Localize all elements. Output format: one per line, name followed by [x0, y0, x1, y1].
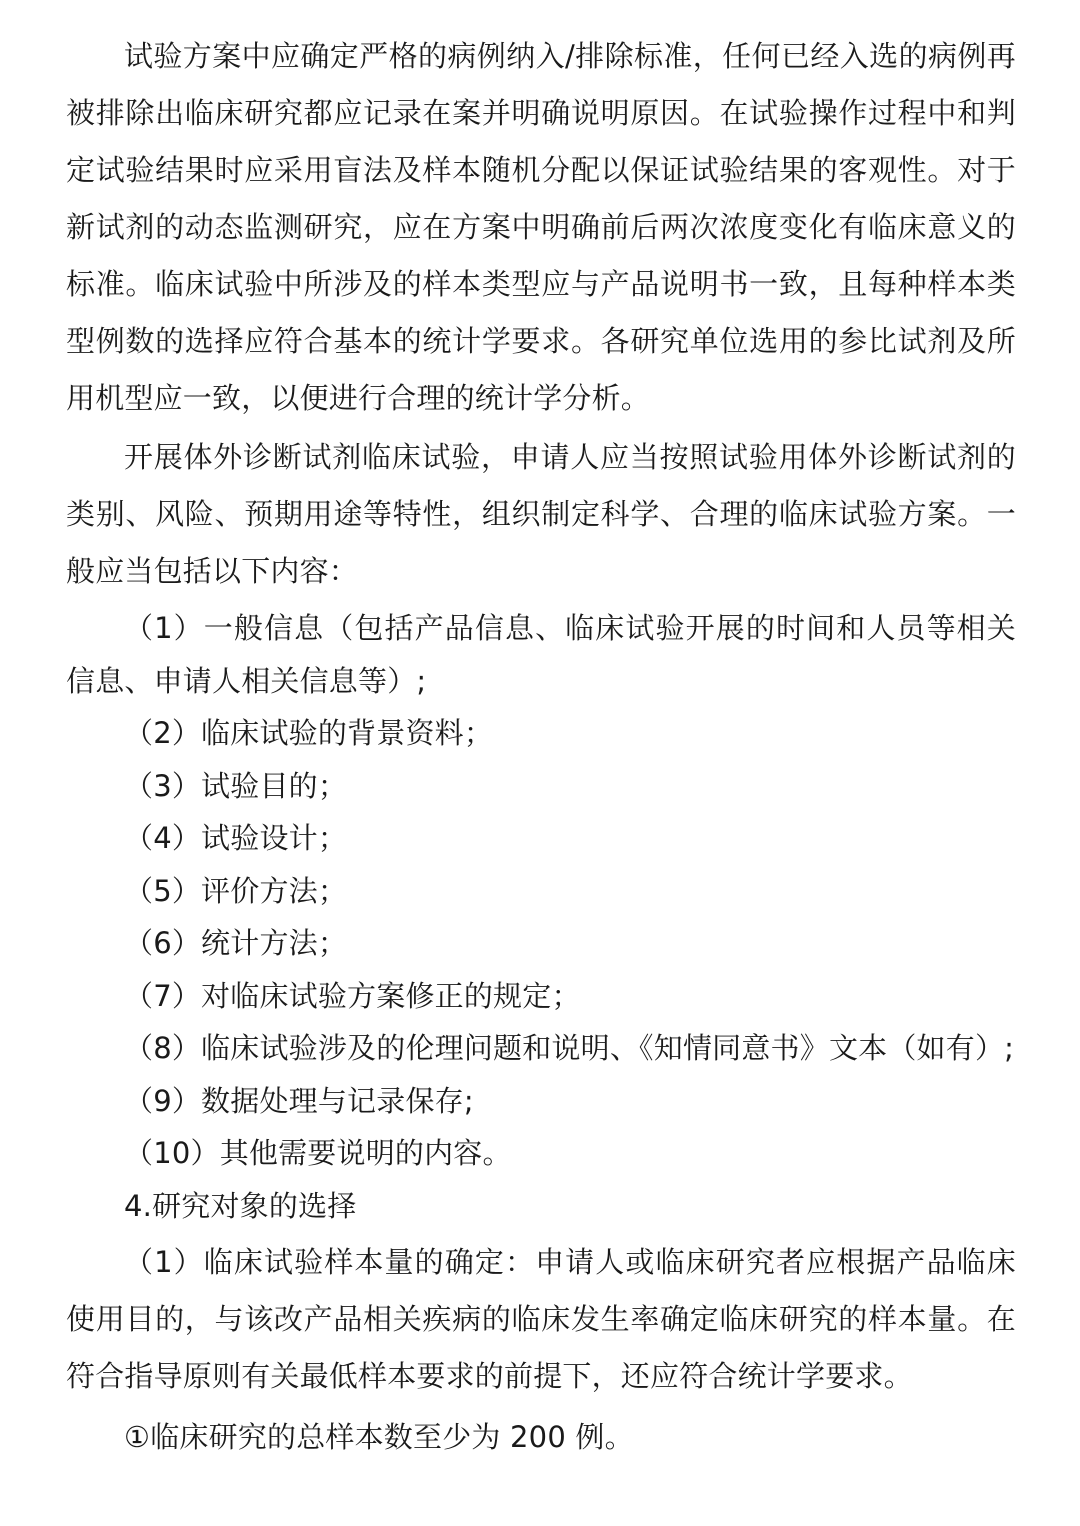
paragraph-protocol-requirements: 试验方案中应确定严格的病例纳入/排除标准，任何已经入选的病例再被排除出临床研究都应记录在案并明确说明原因。在试验操作过程中和判定试验结果时应采用盲法及样本随机分配以保证试验结果的客观性。对于新试剂的动态监测研究，应在方案中明确前后两次浓度变化有临床意义的标准。临床试验中所涉及的样本类型应与产品说明书一致，且每种样本类型例数的选择应符合基本的统计学要求。各研究单位选用的参比试剂及所用机型应一致，以便进行合理的统计学分析。 [66, 39, 1016, 415]
list-item-background: （2）临床试验的背景资料； [124, 716, 494, 750]
list-item-evaluation: （5）评价方法； [124, 873, 348, 908]
list-item-amendment: （7）对临床试验方案修正的规定； [124, 978, 581, 1013]
list-item-other: （10）其他需要说明的内容。 [124, 1136, 512, 1170]
document-page [66, 28, 1016, 1464]
paragraph-sample-size: （1）临床试验样本量的确定：申请人或临床研究者应根据产品临床使用目的，与该改产品相关疾病的临床发生率确定临床研究的样本量。在符合指导原则有关最低样本要求的前提下，还应符合统计学要求。 [66, 1245, 1016, 1393]
list-item-statistics: （6）统计方法； [124, 926, 348, 960]
list-item-ethics: （8）临床试验涉及的伦理问题和说明、《知情同意书》文本（如有）; [124, 1031, 1015, 1065]
paragraph-trial-plan-intro: 开展体外诊断试剂临床试验，申请人应当按照试验用体外诊断试剂的类别、风险、预期用途等特性，组织制定科学、合理的临床试验方案。一般应当包括以下内容： [66, 440, 1016, 588]
list-item-data-handling: （9）数据处理与记录保存; [124, 1083, 474, 1118]
list-item-general-info: （1）一般信息（包括产品信息、临床试验开展的时间和人员等相关信息、申请人相关信息等）; [66, 611, 1016, 698]
section-heading: 4.研究对象的选择 [124, 1188, 357, 1223]
list-item-total-samples: ①临床研究的总样本数至少为 200 例。 [124, 1420, 634, 1454]
list-item-objective: （3）试验目的； [124, 768, 348, 803]
list-item-design: （4）试验设计； [124, 821, 348, 855]
